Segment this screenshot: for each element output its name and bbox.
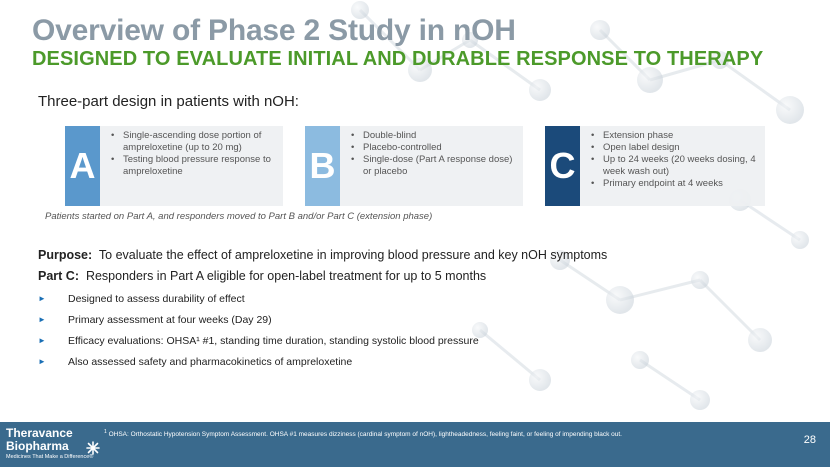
bullet-text: Primary assessment at four weeks (Day 29) — [68, 314, 272, 326]
parts-note: Patients started on Part A, and responders moved to Part B and/or Part C (extension phase) — [45, 211, 433, 222]
logo-line1: Theravance — [6, 426, 73, 440]
list-item: • Testing blood pressure response to ampreloxetine — [111, 154, 277, 178]
company-logo — [6, 427, 98, 461]
footnote — [104, 429, 794, 438]
part-c-letter: C — [545, 126, 580, 206]
part-c-bullets — [38, 293, 479, 377]
part-c-text: Responders in Part A eligible for open-label treatment for up to 5 months — [85, 269, 487, 283]
arrow-bullet-icon: ► — [38, 294, 46, 303]
part-c-list — [591, 130, 759, 190]
part-a-list — [111, 130, 277, 178]
bullet-text: Also assessed safety and pharmacokinetics of ampreloxetine — [68, 356, 353, 368]
arrow-bullet-icon: ► — [38, 336, 46, 345]
part-a-letter: A — [65, 126, 100, 206]
logo-star-icon — [86, 441, 100, 455]
purpose-label: Purpose: — [38, 248, 93, 262]
footnote-marker: 1 — [104, 429, 107, 435]
logo-tagline: Medicines That Make a Difference® — [6, 454, 94, 460]
logo-line2: Biopharma — [6, 439, 69, 453]
list-item: • Primary endpoint at 4 weeks — [591, 178, 759, 190]
part-b-letter: B — [305, 126, 340, 206]
list-item: • Double-blind — [351, 130, 517, 142]
list-item: • Placebo-controlled — [351, 142, 517, 154]
list-item: • Single-ascending dose portion of ampreloxetine (up to 20 mg) — [111, 130, 277, 154]
purpose-text: To evaluate the effect of ampreloxetine in improving blood pressure and key nOH symptoms — [98, 248, 608, 262]
bullet-text: Designed to assess durability of effect — [68, 293, 245, 305]
intro-text: Three-part design in patients with nOH: — [38, 93, 299, 110]
list-item — [38, 293, 479, 314]
footer-bar — [0, 422, 830, 467]
list-item: • Up to 24 weeks (20 weeks dosing, 4 week wash out) — [591, 154, 759, 178]
arrow-bullet-icon: ► — [38, 315, 46, 324]
slide-title: Overview of Phase 2 Study in nOH — [32, 14, 516, 47]
slide-subtitle: DESIGNED TO EVALUATE INITIAL AND DURABLE RESPONSE TO THERAPY — [32, 48, 764, 70]
purpose-line — [38, 248, 607, 262]
part-c-label: Part C: — [38, 269, 79, 283]
footnote-text: OHSA: Orthostatic Hypotension Symptom Assessment. OHSA #1 measures dizziness (cardinal symptom of nOH), lightheadedness, feeling faint, or feeling of impending black out. — [108, 431, 622, 439]
part-c-card — [545, 126, 765, 206]
part-c-line — [38, 269, 486, 283]
list-item: • Open label design — [591, 142, 759, 154]
list-item: • Extension phase — [591, 130, 759, 142]
part-b-card — [305, 126, 523, 206]
list-item — [38, 356, 479, 377]
bullet-text: Efficacy evaluations: OHSA¹ #1, standing time duration, standing systolic blood pressure — [68, 335, 479, 347]
page-number: 28 — [803, 434, 816, 446]
list-item: • Single-dose (Part A response dose) or placebo — [351, 154, 517, 178]
part-a-card — [65, 126, 283, 206]
list-item — [38, 314, 479, 335]
list-item — [38, 335, 479, 356]
part-b-list — [351, 130, 517, 178]
arrow-bullet-icon: ► — [38, 357, 46, 366]
